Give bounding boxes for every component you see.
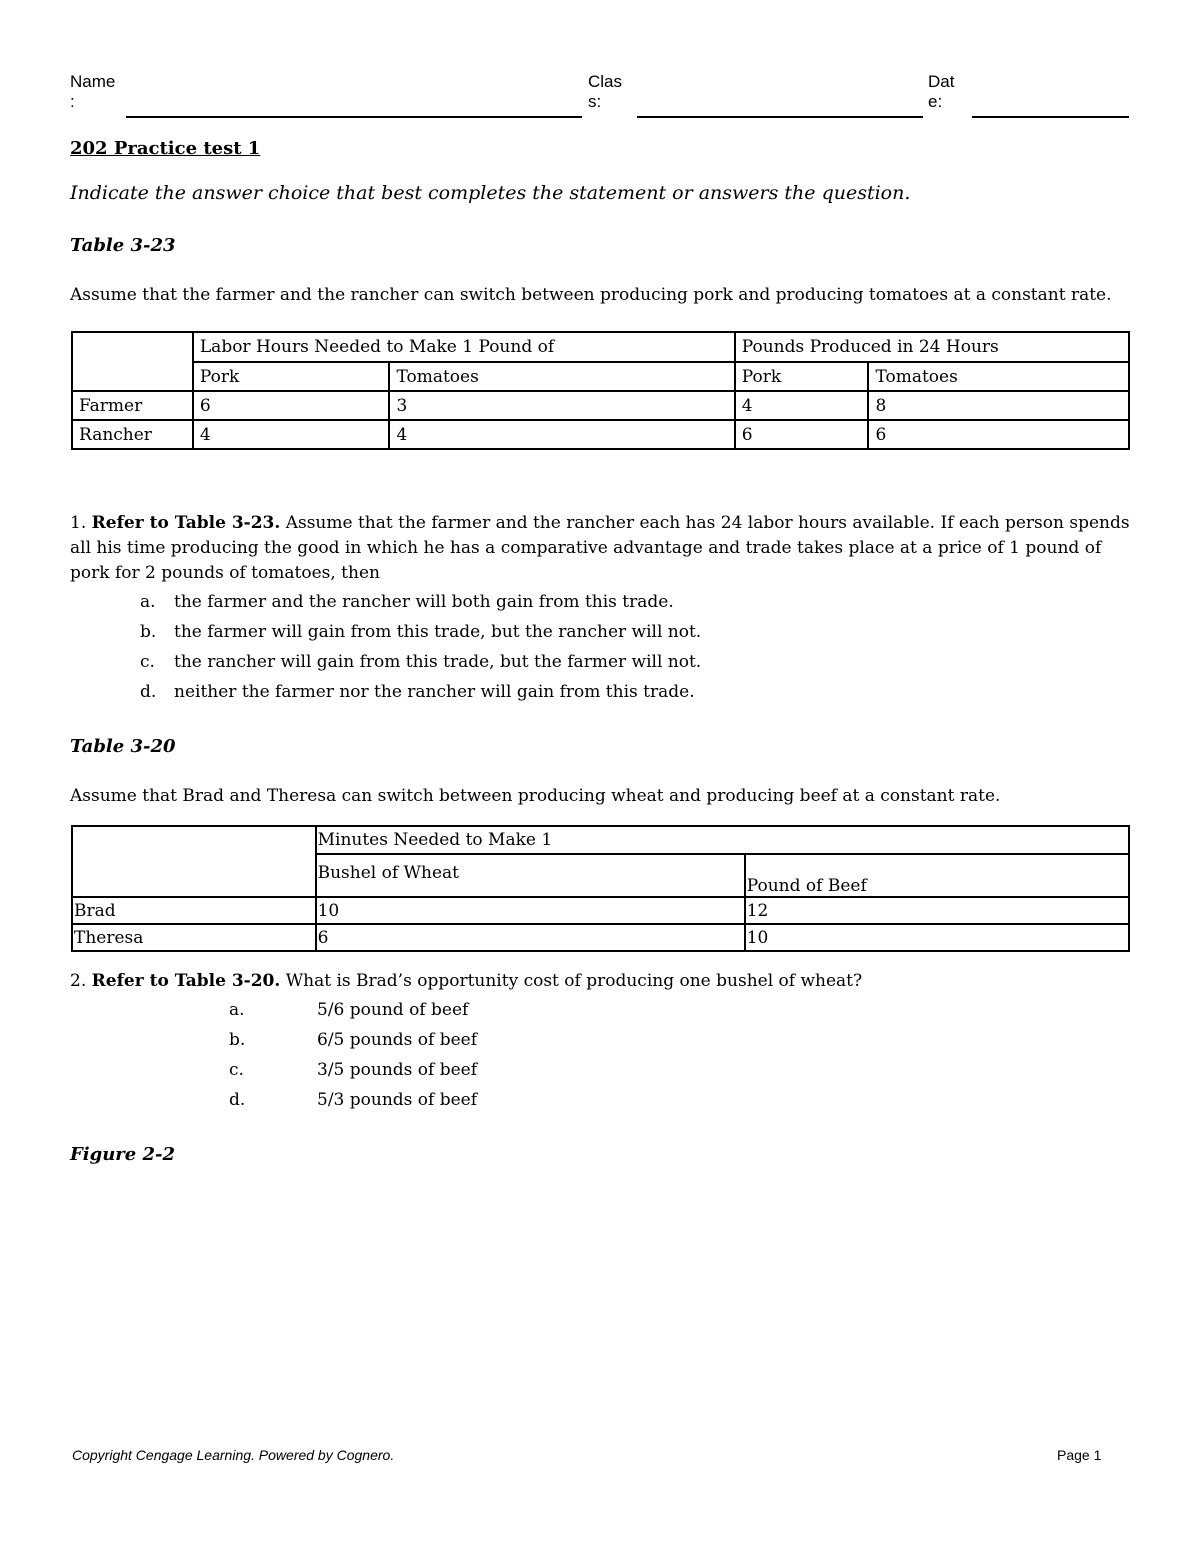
question-1-text-line1: Assume that the farmer and the rancher each has 24 labor hours available. If each person spends: [285, 513, 1130, 533]
answer-choice-c[interactable]: [140, 647, 840, 677]
table-3-23: [71, 331, 1130, 450]
question-1-number: 1.: [70, 513, 87, 533]
table1-corner-cell: [72, 332, 193, 391]
table-row: [72, 897, 1129, 924]
table-cell: 3: [389, 391, 734, 420]
date-label: Dat e:: [928, 72, 955, 111]
table1-caption: Table 3-23: [70, 235, 176, 256]
question-2-choices: [229, 995, 729, 1115]
table-cell: 6: [193, 391, 390, 420]
choice-text: 6/5 pounds of beef: [317, 1030, 478, 1050]
choice-text: the farmer will gain from this trade, but the rancher will not.: [174, 622, 702, 642]
table-cell: 6: [868, 420, 1129, 449]
table1-intro: Assume that the farmer and the rancher can switch between producing pork and producing tomatoes at a constant rate.: [70, 285, 1112, 305]
question-2-text: What is Brad’s opportunity cost of producing one bushel of wheat?: [285, 971, 863, 991]
table-cell: 10: [745, 924, 1129, 951]
choice-text: the rancher will gain from this trade, but the farmer will not.: [174, 652, 702, 672]
name-label: Name :: [70, 72, 116, 111]
table-row: [72, 391, 1129, 420]
table2-group-header: Minutes Needed to Make 1: [316, 826, 1129, 854]
table-row: [72, 924, 1129, 951]
question-2: [70, 969, 1140, 994]
table2-caption: Table 3-20: [70, 736, 176, 757]
table-row: [72, 420, 1129, 449]
choice-letter: a.: [140, 592, 156, 612]
table1-subheader-tomatoes: Tomatoes: [389, 362, 734, 391]
answer-choice-d[interactable]: [229, 1085, 729, 1115]
figure-caption: Figure 2-2: [70, 1144, 176, 1165]
table2-intro: Assume that Brad and Theresa can switch between producing wheat and producing beef at a constant rate.: [70, 786, 1001, 806]
choice-text: 5/3 pounds of beef: [317, 1090, 478, 1110]
table-cell: 10: [316, 897, 745, 924]
answer-choice-a[interactable]: [229, 995, 729, 1025]
table1-subheader-pork-2: Pork: [735, 362, 869, 391]
table-cell: 12: [745, 897, 1129, 924]
table2-subheader-beef: Pound of Beef: [745, 854, 1129, 897]
choice-text: 5/6 pound of beef: [317, 1000, 469, 1020]
question-1-text-line2: all his time producing the good in which he has a comparative advantage and trade takes place at a price of 1 pound of: [70, 538, 1102, 558]
table-cell: 8: [868, 391, 1129, 420]
table-cell: 4: [735, 391, 869, 420]
choice-text: neither the farmer nor the rancher will gain from this trade.: [174, 682, 695, 702]
question-2-number: 2.: [70, 971, 87, 991]
table2-subheader-wheat: Bushel of Wheat: [316, 854, 745, 897]
name-field-line[interactable]: [126, 116, 582, 118]
row-label-theresa: Theresa: [72, 924, 316, 951]
question-1-choices: [140, 587, 840, 707]
question-1-text-line3: pork for 2 pounds of tomatoes, then: [70, 563, 380, 583]
class-field-line[interactable]: [637, 116, 923, 118]
table2-corner-cell: [72, 826, 316, 897]
footer-copyright: Copyright Cengage Learning. Powered by Cognero.: [72, 1447, 395, 1463]
answer-choice-c[interactable]: [229, 1055, 729, 1085]
question-2-ref: Refer to Table 3-20.: [91, 971, 281, 991]
choice-text: the farmer and the rancher will both gain from this trade.: [174, 592, 674, 612]
answer-choice-a[interactable]: [140, 587, 840, 617]
answer-choice-b[interactable]: [229, 1025, 729, 1055]
table-cell: 6: [316, 924, 745, 951]
row-label-farmer: Farmer: [72, 391, 193, 420]
page-title: 202 Practice test 1: [70, 138, 261, 159]
footer-page-number: Page 1: [1057, 1447, 1102, 1463]
choice-letter: a.: [229, 1000, 245, 1020]
table-cell: 6: [735, 420, 869, 449]
table1-group-header-labor: Labor Hours Needed to Make 1 Pound of: [193, 332, 735, 362]
date-field-line[interactable]: [972, 116, 1129, 118]
question-1: [70, 511, 1140, 586]
table1-subheader-pork: Pork: [193, 362, 390, 391]
table-3-20: [71, 825, 1130, 952]
table-cell: 4: [193, 420, 390, 449]
table1-group-header-pounds: Pounds Produced in 24 Hours: [735, 332, 1129, 362]
answer-choice-d[interactable]: [140, 677, 840, 707]
instructions: Indicate the answer choice that best completes the statement or answers the question.: [70, 182, 911, 204]
choice-letter: b.: [140, 622, 157, 642]
class-label: Clas s:: [588, 72, 623, 111]
row-label-rancher: Rancher: [72, 420, 193, 449]
choice-text: 3/5 pounds of beef: [317, 1060, 478, 1080]
choice-letter: c.: [229, 1060, 244, 1080]
choice-letter: c.: [140, 652, 155, 672]
table-cell: 4: [389, 420, 734, 449]
choice-letter: d.: [229, 1090, 246, 1110]
row-label-brad: Brad: [72, 897, 316, 924]
table1-subheader-tomatoes-2: Tomatoes: [868, 362, 1129, 391]
choice-letter: d.: [140, 682, 157, 702]
answer-choice-b[interactable]: [140, 617, 840, 647]
choice-letter: b.: [229, 1030, 246, 1050]
question-1-ref: Refer to Table 3-23.: [91, 513, 281, 533]
